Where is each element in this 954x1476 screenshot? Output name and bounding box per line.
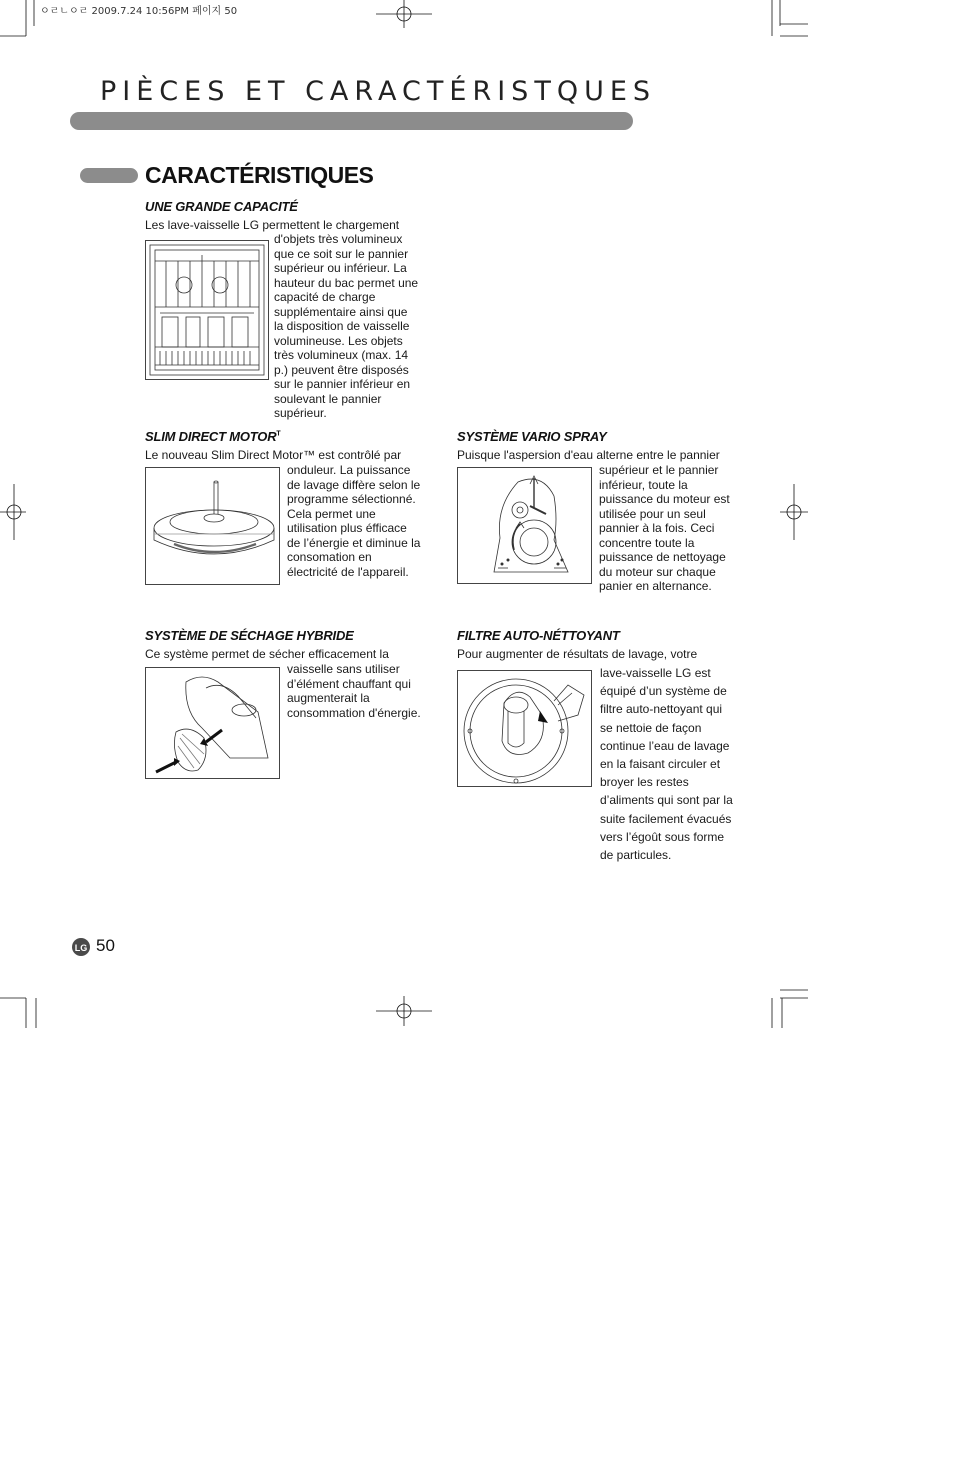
- section-marker-pill: [80, 168, 138, 183]
- capacity-body: d'objets très volumineux que ce soit sur le pannier supérieur ou inférieur. La hauteur du bac permet une capacité de charge supplémentaire ainsi que la disposition de vaisselle volumineuse. Les objets très volumineux (max. 14 p.) peuvent être disposés sur le pannier inférieur en soulevant le pannier supérieur.: [274, 232, 419, 420]
- motor-heading-mark: T: [276, 430, 281, 438]
- vario-lead: Puisque l'aspersion d'eau alterne entre le pannier: [457, 448, 720, 462]
- title-underline-bar: [70, 112, 633, 130]
- filter-heading: FILTRE AUTO-NÉTTOYANT: [457, 628, 620, 643]
- filter-lead: Pour augmenter de résultats de lavage, votre: [457, 647, 698, 661]
- print-slug: ㅇㄹㄴㅇㄹ 2009.7.24 10:56PM 페이지 50: [40, 6, 238, 17]
- motor-body: onduleur. La puissance de lavage diffère selon le programme sélectionné. Cela permet une utilisation plus éfficace de l’énergie et diminue la consomation en électricité de l'appareil.: [287, 463, 421, 579]
- page-number: 50: [96, 936, 115, 955]
- page-title: PIÈCES ET CARACTÉRISTQUES: [100, 76, 657, 107]
- capacity-illustration: [145, 240, 269, 380]
- capacity-lead: Les lave-vaisselle LG permettent le chargement: [145, 218, 400, 232]
- vario-illustration: [457, 467, 592, 584]
- filter-body: lave-vaisselle LG est équipé d’un système de filtre auto-nettoyant qui se nettoie de façon continue l’eau de lavage en la faisant circuler et broyer les restes d’aliments qui sont par la suite facilement évacués vers l’égoût sous forme de particules.: [600, 666, 733, 863]
- lg-logo-text: LG: [74, 943, 88, 953]
- motor-heading: [145, 429, 281, 444]
- drying-illustration: [145, 667, 280, 779]
- vario-heading: SYSTÈME VARIO SPRAY: [457, 429, 607, 444]
- section-title: CARACTÉRISTIQUES: [145, 162, 374, 188]
- drying-heading: SYSTÈME DE SÉCHAGE HYBRIDE: [145, 628, 354, 643]
- capacity-heading: UNE GRANDE CAPACITÉ: [145, 199, 298, 214]
- lg-logo-icon: [71, 937, 91, 957]
- drying-lead: Ce système permet de sécher efficacement la: [145, 647, 389, 661]
- motor-illustration: [145, 467, 280, 585]
- motor-lead: Le nouveau Slim Direct Motor™ est contrôlé par: [145, 448, 402, 462]
- vario-body: supérieur et le pannier inférieur, toute la puissance du moteur est utilisée pour un seul pannier à la fois. Ceci concentre toute la puissance de nettoyage du moteur sur chaque panier en alternance.: [599, 463, 730, 593]
- drying-body: vaisselle sans utiliser d’élément chauffant qui augmenterait la consommation d'énergie.: [287, 662, 421, 720]
- motor-heading-text: SLIM DIRECT MOTOR: [145, 429, 277, 444]
- filter-illustration: [457, 670, 592, 787]
